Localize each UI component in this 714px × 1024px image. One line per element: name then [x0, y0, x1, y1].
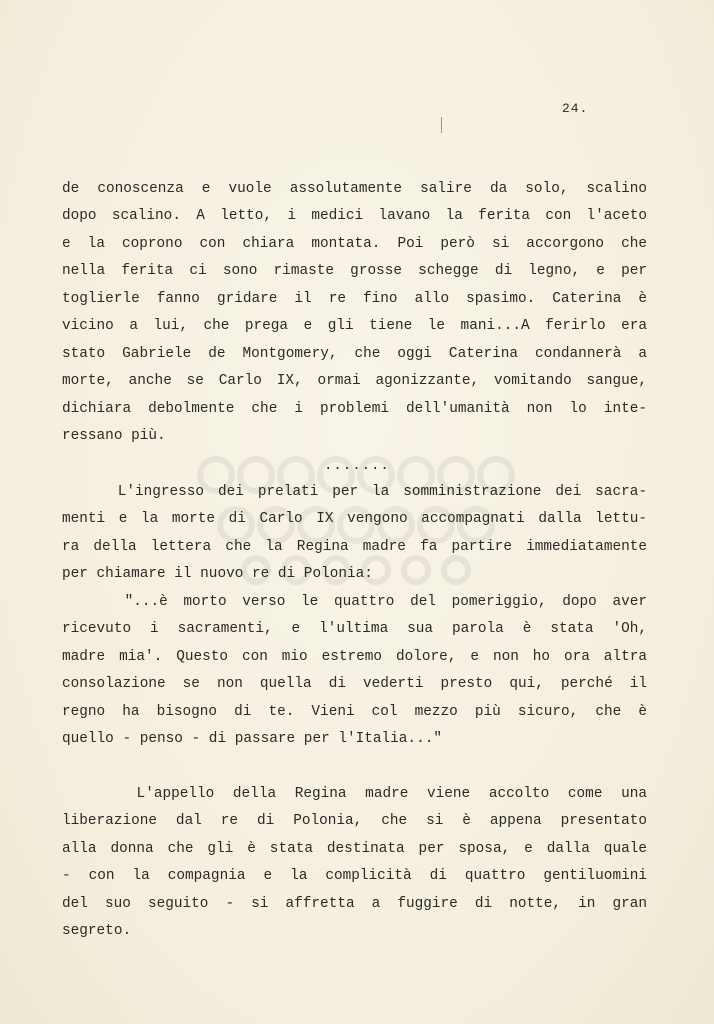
text-line: regno ha bisogno di te. Vieni col mezzo più sicuro, che è — [62, 704, 647, 720]
text-line: vicino a lui, che prega e gli tiene le mani...A ferirlo era — [62, 318, 647, 334]
text-line: - con la compagnia e la complicità di quattro gentiluomini — [62, 868, 647, 884]
text-line: nella ferita ci sono rimaste grosse schegge di legno, e per — [62, 263, 647, 279]
text-line: consolazione se non quella di vederti presto qui, perché il — [62, 676, 647, 692]
text-line: e la coprono con chiara montata. Poi però si accorgono che — [62, 236, 647, 252]
text-line: dichiara debolmente che i problemi dell'umanità non lo inte- — [62, 401, 647, 417]
text-line: ra della lettera che la Regina madre fa partire immediatamente — [62, 539, 647, 555]
text-line: dopo scalino. A letto, i medici lavano la ferita con l'aceto — [62, 208, 647, 224]
text-line: toglierle fanno gridare il re fino allo spasimo. Caterina è — [62, 291, 647, 307]
margin-mark — [441, 117, 442, 133]
text-line: L'ingresso dei prelati per la somministrazione dei sacra- — [62, 484, 647, 500]
text-line: segreto. — [62, 923, 132, 939]
text-line: de conoscenza e vuole assolutamente salire da solo, scalino — [62, 181, 647, 197]
page-number: 24. — [562, 101, 589, 116]
text-line: madre mia'. Questo con mio estremo dolore, e non ho ora altra — [62, 649, 647, 665]
text-line: stato Gabriele de Montgomery, che oggi Caterina condannerà a — [62, 346, 647, 362]
text-line: del suo seguito - si affretta a fuggire di notte, in gran — [62, 896, 647, 912]
text-line: liberazione dal re di Polonia, che si è appena presentato — [62, 813, 647, 829]
section-separator: ....... — [324, 458, 390, 474]
text-line: ressano più. — [62, 428, 166, 444]
text-line: per chiamare il nuovo re di Polonia: — [62, 566, 373, 582]
text-line: alla donna che gli è stata destinata per sposa, e dalla quale — [62, 841, 647, 857]
text-line: L'appello della Regina madre viene accolto come una — [62, 786, 647, 802]
text-line: quello - penso - di passare per l'Italia..." — [62, 731, 442, 747]
text-line: morte, anche se Carlo IX, ormai agonizzante, vomitando sangue, — [62, 373, 647, 389]
text-line: ricevuto i sacramenti, e l'ultima sua parola è stata 'Oh, — [62, 621, 647, 637]
text-line: "...è morto verso le quattro del pomeriggio, dopo aver — [62, 594, 647, 610]
text-line: menti e la morte di Carlo IX vengono accompagnati dalla lettu- — [62, 511, 647, 527]
